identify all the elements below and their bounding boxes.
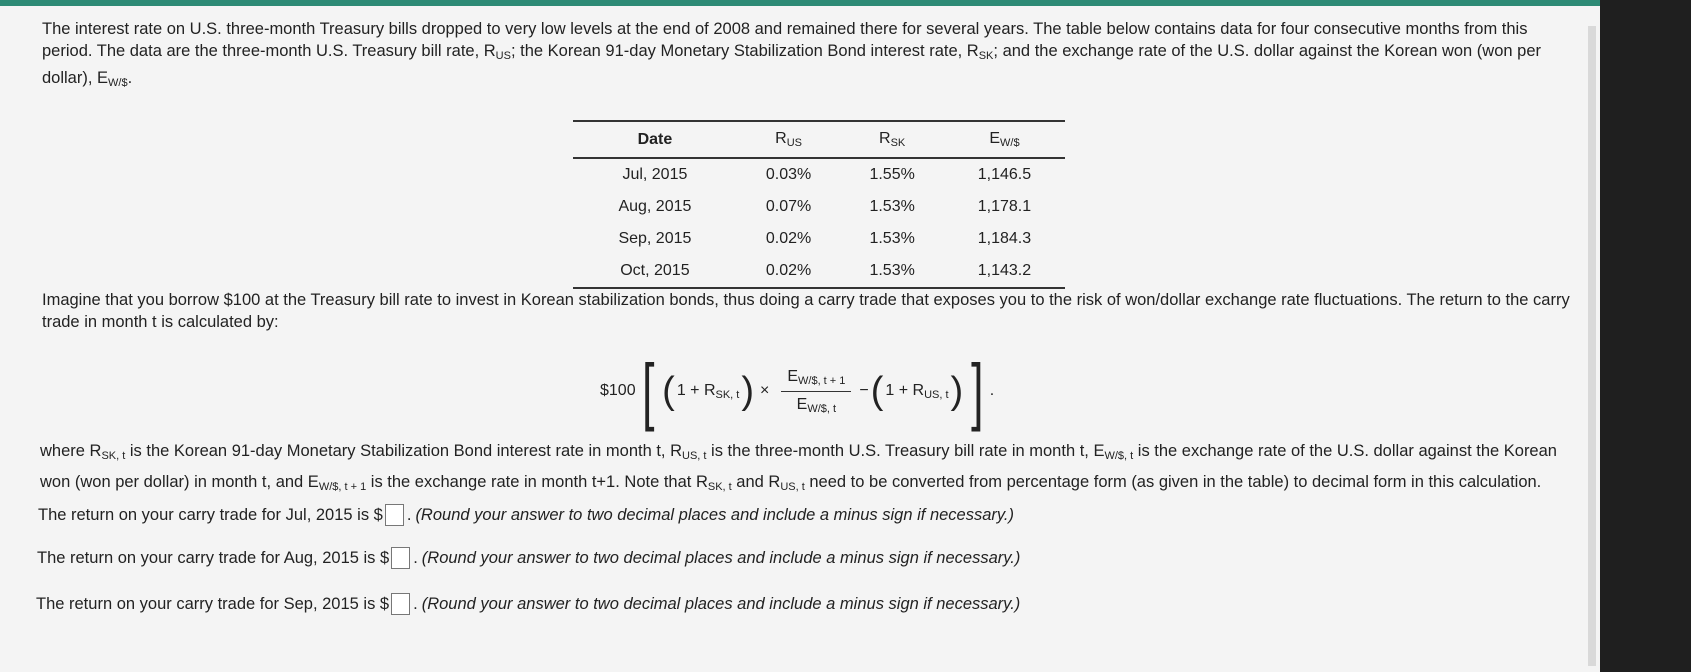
formula-one-plus-rus: $1 + R_{US, t}$	[885, 381, 949, 401]
period: .	[413, 594, 418, 613]
cell: 0.03%	[765, 166, 812, 183]
formula-lead: $100	[600, 382, 636, 399]
table-row	[573, 223, 1065, 255]
cell: 1,143.2	[977, 262, 1032, 279]
cell: Jul, 2015	[622, 166, 688, 183]
rounding-hint: (Round your answer to two decimal places and include a minus sign if necessary.)	[421, 548, 1021, 567]
question-text: The return on your carry trade for Sep, 2015 is $	[36, 594, 390, 613]
cell: 1.53%	[869, 230, 915, 247]
col-exchange: $E_{W/\$}$	[944, 121, 1065, 158]
question-sep	[36, 593, 1020, 615]
table-row	[573, 158, 1065, 191]
cell: 1,184.3	[977, 230, 1032, 247]
cell: 0.02%	[765, 262, 812, 279]
formula-one-plus-rsk: $1 + R_{SK, t}$	[676, 381, 740, 401]
carry-trade-formula	[600, 351, 994, 431]
question-aug	[37, 547, 1020, 569]
cell: 0.02%	[765, 230, 812, 247]
cell: Sep, 2015	[618, 230, 692, 247]
left-bracket: [	[641, 349, 655, 432]
period: .	[413, 548, 418, 567]
definitions-paragraph: where $R_{SK, t}$ is the Korean 91-day Monetary Stabilization Bond interest rate in month t, $R_{US, t}$ is the three-month U.S. Treasury bill rate in month t, $E_{W/\$, t}$ is the exchange rate of the U.S. dollar against the Korean won (won per dollar) in month t, and $E_{W/\$, t + 1}$ is the exchange rate in month t+1. Note that $R_{SK, t}$ and $R_{US, t}$ need to be converted from percentage form (as given in the table) to decimal form in this calculation.	[40, 442, 1557, 493]
col-rsk: $R_{SK}$	[840, 121, 944, 158]
answer-input-aug[interactable]	[391, 547, 410, 569]
table-row	[573, 255, 1065, 288]
right-paren: )	[950, 369, 964, 412]
cell: 1,146.5	[977, 166, 1032, 183]
question-page	[0, 6, 1600, 672]
right-bracket: ]	[971, 349, 984, 432]
rounding-hint: (Round your answer to two decimal places and include a minus sign if necessary.)	[421, 594, 1021, 613]
cell: 1.55%	[869, 166, 915, 183]
side-panel	[1600, 0, 1691, 672]
cell: 0.07%	[765, 198, 812, 215]
scenario-paragraph: Imagine that you borrow $100 at the Treasury bill rate to invest in Korean stabilization bonds, thus doing a carry trade that exposes you to the risk of won/dollar exchange rate fluctuations. The return to the carry trade in month t is calculated by:	[42, 291, 1570, 331]
col-date: Date	[573, 121, 737, 158]
table-header-row	[573, 121, 1065, 158]
times-sign: ×	[760, 382, 770, 399]
cell: Oct, 2015	[620, 262, 690, 279]
cell: 1,178.1	[977, 198, 1032, 215]
col-rus: $R_{US}$	[737, 121, 841, 158]
rates-table	[573, 120, 1065, 289]
period: .	[406, 505, 412, 524]
cell: 1.53%	[869, 198, 915, 215]
answer-input-sep[interactable]	[391, 593, 410, 615]
right-paren: )	[741, 369, 754, 412]
formula-end: .	[989, 382, 995, 399]
answer-input-jul[interactable]	[385, 504, 404, 526]
question-text: The return on your carry trade for Aug, 2015 is $	[37, 548, 390, 567]
cell: Aug, 2015	[618, 198, 692, 215]
question-text: The return on your carry trade for Jul, 2015 is $	[38, 505, 383, 524]
table-row	[573, 191, 1065, 223]
minus-sign: −	[859, 382, 869, 399]
exchange-ratio	[781, 368, 851, 415]
ratio-numerator: $E_{W/\$, t + 1}$	[781, 368, 851, 392]
cell: 1.53%	[869, 262, 915, 279]
ratio-denominator: $E_{W/\$, t}$	[796, 395, 837, 415]
page-scrollbar[interactable]	[1588, 26, 1596, 666]
left-paren: (	[870, 369, 884, 412]
question-jul	[38, 504, 1014, 526]
intro-paragraph: The interest rate on U.S. three-month Treasury bills dropped to very low levels at the end of 2008 and remained there for several years. The table below contains data for four consecutive months from this period. The data are the three-month U.S. Treasury bill rate, $R_{US}$; the Korean 91-day Monetary Stabilization Bond interest rate, $R_{SK}$; and the exchange rate of the U.S. dollar against the Korean won (won per dollar), $E_{W/\$}$.	[42, 20, 1541, 89]
left-paren: (	[662, 369, 675, 412]
rounding-hint: (Round your answer to two decimal places and include a minus sign if necessary.)	[415, 505, 1015, 524]
